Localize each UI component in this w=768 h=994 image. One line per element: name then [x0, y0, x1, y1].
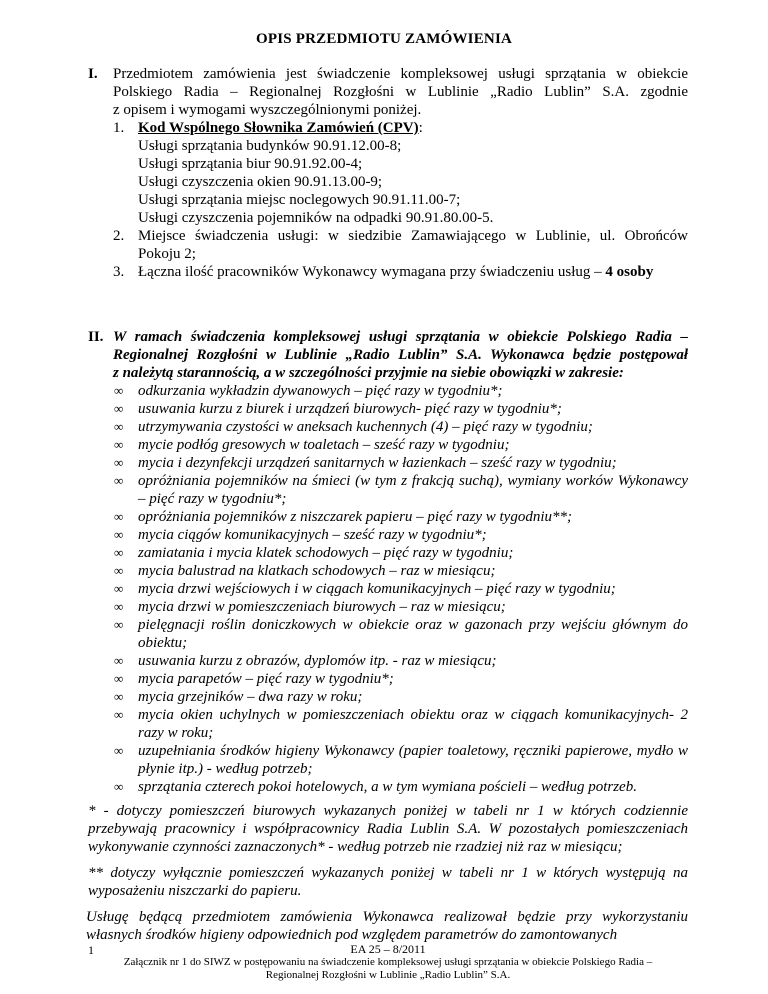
- bullet-infinity-icon: ∞: [114, 671, 124, 686]
- duty-item: [113, 400, 688, 418]
- bullet-infinity-icon: ∞: [114, 779, 124, 794]
- duty-text: mycia drzwi wejściowych i w ciągach komunikacyjnych – pięć razy w tygodniu;: [138, 581, 616, 597]
- duty-item: [113, 436, 688, 454]
- duty-text: mycia ciągów komunikacyjnych – sześć razy w tygodniu*;: [138, 527, 487, 543]
- bullet-infinity-icon: ∞: [114, 455, 124, 470]
- duty-item: [113, 382, 688, 400]
- duty-text: mycia i dezynfekcji urządzeń sanitarnych w łazienkach – sześć razy w tygodniu;: [138, 455, 617, 471]
- location-line-2: Pokoju 2;: [138, 246, 196, 262]
- bullet-infinity-icon: ∞: [114, 419, 124, 434]
- duty-item: [113, 526, 688, 544]
- bullet-infinity-icon: ∞: [114, 707, 124, 722]
- bullet-infinity-icon: ∞: [114, 383, 124, 398]
- duty-text: mycia drzwi w pomieszczeniach biurowych – raz w miesiącu;: [138, 599, 506, 615]
- section-2-intro-last: z należytą starannością, a w szczególności przyjmie na siebie obowiązki w zakresie:: [113, 365, 624, 381]
- section-2-intro-line-1: W ramach świadczenia kompleksowej usługi sprzątania w obiekcie Polskiego Radia –: [113, 329, 688, 345]
- location-line-1: Miejsce świadczenia usługi: w siedzibie Zamawiającego w Lublinie, ul. Obrońców: [138, 228, 688, 244]
- duty-text: opróżniania pojemników na śmieci (w tym z frakcją suchą), wymiany worków Wykonawcy – pięć razy w tygodniu*;: [138, 473, 688, 507]
- bullet-infinity-icon: ∞: [114, 509, 124, 524]
- footer-line-2: Regionalnej Rozgłośni w Lublinie „Radio Lublin” S.A.: [265, 969, 511, 981]
- duty-text: usuwania kurzu z obrazów, dyplomów itp. - raz w miesiącu;: [138, 653, 497, 669]
- duty-item: [113, 598, 688, 616]
- section-1-items: [113, 119, 688, 281]
- duties-list: [113, 382, 688, 796]
- bullet-infinity-icon: ∞: [114, 563, 124, 578]
- bullet-infinity-icon: ∞: [114, 437, 124, 452]
- bullet-infinity-icon: ∞: [114, 581, 124, 596]
- duty-text: opróżniania pojemników z niszczarek papieru – pięć razy w tygodniu**;: [138, 509, 572, 525]
- workers-text: Łączna ilość pracowników Wykonawcy wymagana przy świadczeniu usług –: [138, 264, 606, 280]
- item-number: 3.: [113, 264, 125, 280]
- section-2-body: [113, 328, 688, 796]
- duty-item: [113, 616, 688, 652]
- bullet-infinity-icon: ∞: [114, 689, 124, 704]
- duty-text: sprzątania czterech pokoi hotelowych, a w tym wymiana pościeli – według potrzeb.: [138, 779, 637, 795]
- footnote-single-star: * - dotyczy pomieszczeń biurowych wykazanych poniżej w tabeli nr 1 w których codziennie przebywają pracownicy i współpracownicy Radia Lublin S.A. W pozostałych pomieszczeniach wykonywanie czynności zaznaczonych* - według potrzeb nie rzadziej niż raz w miesiącu;: [88, 803, 688, 855]
- bullet-infinity-icon: ∞: [114, 473, 124, 488]
- footer-reference: EA 25 – 8/2011: [350, 942, 426, 956]
- section-1-intro-last: z opisem i wymogami wyszczególnionymi poniżej.: [113, 102, 422, 118]
- cpv-heading-suffix: :: [418, 120, 423, 136]
- page-number: 1: [88, 943, 94, 957]
- duty-text: utrzymywania czystości w aneksach kuchennych (4) – pięć razy w tygodniu;: [138, 419, 593, 435]
- bullet-infinity-icon: ∞: [114, 743, 124, 758]
- duty-text: mycia grzejników – dwa razy w roku;: [138, 689, 363, 705]
- document-title: OPIS PRZEDMIOTU ZAMÓWIENIA: [255, 31, 513, 47]
- cpv-line: Usługi sprzątania budynków 90.91.12.00-8;: [138, 138, 402, 154]
- item-cpv: [113, 119, 688, 227]
- footnote-double-star: ** dotyczy wyłącznie pomieszczeń wykazanych poniżej w tabeli nr 1 w których występują na wyposażeniu niszczarki do papieru.: [88, 865, 688, 899]
- bullet-infinity-icon: ∞: [114, 653, 124, 668]
- item-workers: [113, 263, 688, 281]
- duty-item: [113, 508, 688, 526]
- section-1-numeral: I.: [88, 66, 98, 82]
- duty-item: [113, 742, 688, 778]
- duty-text: mycie podłóg gresowych w toaletach – sześć razy w tygodniu;: [138, 437, 510, 453]
- duty-item: [113, 670, 688, 688]
- duty-item: [113, 706, 688, 742]
- duty-text: mycia balustrad na klatkach schodowych – raz w miesiącu;: [138, 563, 496, 579]
- cpv-line: Usługi czyszczenia okien 90.91.13.00-9;: [138, 174, 383, 190]
- duty-item: [113, 418, 688, 436]
- item-number: 1.: [113, 120, 125, 136]
- section-2: [88, 328, 688, 944]
- section-1-body: [113, 65, 688, 281]
- bullet-infinity-icon: ∞: [114, 545, 124, 560]
- duty-text: mycia parapetów – pięć razy w tygodniu*;: [138, 671, 394, 687]
- closing-paragraph: Usługę będącą przedmiotem zamówienia Wykonawca realizował będzie przy wykorzystaniu własnych środków higieny odpowiednich pod względem parametrów do zamontowanych: [86, 909, 688, 943]
- bullet-infinity-icon: ∞: [114, 401, 124, 416]
- bullet-infinity-icon: ∞: [114, 527, 124, 542]
- duty-item: [113, 472, 688, 508]
- section-1-intro-line-1: Przedmiotem zamówienia jest świadczenie kompleksowej usługi sprzątania w obiekcie: [113, 66, 688, 82]
- page-footer: [88, 943, 688, 982]
- cpv-line: Usługi sprzątania miejsc noclegowych 90.91.11.00-7;: [138, 192, 461, 208]
- duty-item: [113, 454, 688, 472]
- duty-text: pielęgnacji roślin doniczkowych w obiekcie oraz w gazonach przy wejściu głównym do obiektu;: [138, 617, 688, 651]
- duty-item: [113, 562, 688, 580]
- item-number: 2.: [113, 228, 125, 244]
- duty-item: [113, 778, 688, 796]
- duty-item: [113, 544, 688, 562]
- duty-text: uzupełniania środków higieny Wykonawcy (papier toaletowy, ręczniki papierowe, mydło w płynie itp.) - według potrzeb;: [138, 743, 688, 777]
- section-1-intro-line-2: Polskiego Radia – Regionalnej Rozgłośni w Lublinie „Radio Lublin” S.A. zgodnie: [113, 84, 688, 100]
- duty-item: [113, 688, 688, 706]
- duty-item: [113, 652, 688, 670]
- duty-text: odkurzania wykładzin dywanowych – pięć razy w tygodniu*;: [138, 383, 503, 399]
- section-2-intro-line-2: Regionalnej Rozgłośni w Lublinie „Radio Lublin” S.A. Wykonawca będzie postępował: [113, 347, 688, 363]
- duty-text: usuwania kurzu z biurek i urządzeń biurowych- pięć razy w tygodniu*;: [138, 401, 562, 417]
- duty-text: mycia okien uchylnych w pomieszczeniach obiektu oraz w ciągach komunikacyjnych- 2 razy w roku;: [138, 707, 688, 741]
- duty-item: [113, 580, 688, 598]
- item-location: [113, 227, 688, 263]
- duty-text: zamiatania i mycia klatek schodowych – pięć razy w tygodniu;: [138, 545, 514, 561]
- section-1: [88, 65, 688, 281]
- workers-count: 4 osoby: [605, 264, 654, 280]
- section-2-numeral: II.: [88, 329, 104, 345]
- footer-line-1: Załącznik nr 1 do SIWZ w postępowaniu na świadczenie kompleksowej usługi sprzątania w obiekcie Polskiego Radia –: [123, 956, 653, 968]
- cpv-line: Usługi sprzątania biur 90.91.92.00-4;: [138, 156, 363, 172]
- cpv-line: Usługi czyszczenia pojemników na odpadki 90.91.80.00-5.: [138, 210, 494, 226]
- cpv-heading: Kod Wspólnego Słownika Zamówień (CPV): [138, 120, 419, 136]
- bullet-infinity-icon: ∞: [114, 599, 124, 614]
- bullet-infinity-icon: ∞: [114, 617, 124, 632]
